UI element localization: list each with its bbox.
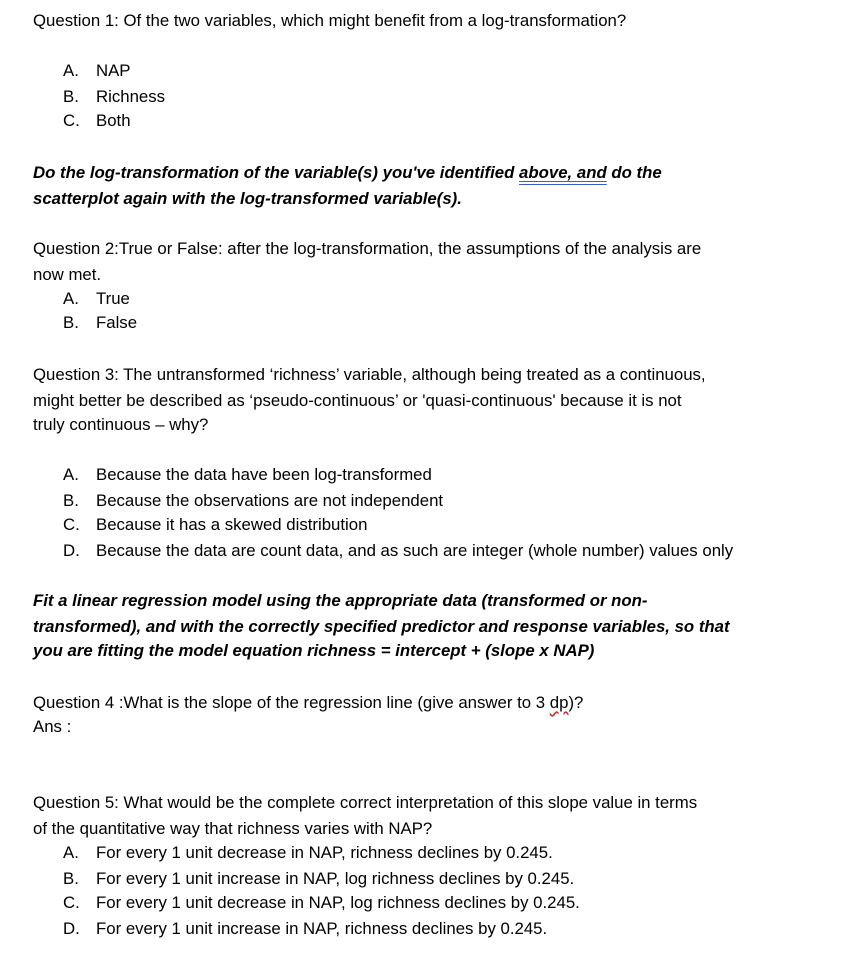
question-2-prompt-line-2: now met. [33,265,102,284]
option-text: For every 1 unit increase in NAP, log richness declines by 0.245. [96,869,575,888]
option-letter: D. [63,919,80,938]
instruction-1-line-2: scatterplot again with the log-transformed variable(s). [33,189,462,208]
option-letter: A. [63,61,79,80]
option-letter: B. [63,87,79,106]
option-letter: B. [63,491,79,510]
option-letter: C. [63,893,80,912]
option-letter: C. [63,515,80,534]
option-text: False [96,313,138,332]
question-4-answer-label: Ans : [33,717,72,736]
option-letter: D. [63,541,80,560]
question-3-prompt-line-2: might better be described as ‘pseudo-continuous’ or 'quasi-continuous' because it is not [33,391,682,410]
option-text: Because it has a skewed distribution [96,515,368,534]
option-text: Because the observations are not independent [96,491,444,510]
instruction-2-line-2: transformed), and with the correctly specified predictor and response variables, so that [33,617,730,636]
question-4-text: Question 4 :What is the slope of the regression line (give answer to 3 [33,693,550,712]
question-3-prompt-line-1: Question 3: The untransformed ‘richness’ variable, although being treated as a continuous, [33,365,706,384]
question-4-prompt [33,692,583,714]
question-3-prompt-line-3: truly continuous – why? [33,415,209,434]
question-1-prompt: Question 1: Of the two variables, which might benefit from a log-transformation? [33,11,627,30]
instruction-2-line-1: Fit a linear regression model using the appropriate data (transformed or non- [33,591,648,610]
option-text: NAP [96,61,131,80]
option-text: Richness [96,87,166,106]
instruction-1-text-end: do the [606,163,662,182]
instruction-1-line-1 [33,162,662,184]
option-text: Because the data are count data, and as such are integer (whole number) values only [96,541,734,560]
option-text: For every 1 unit decrease in NAP, log richness declines by 0.245. [96,893,580,912]
option-letter: B. [63,869,79,888]
spelling-flagged-text[interactable]: dp [549,693,569,712]
instruction-2-line-3: you are fitting the model equation richness = intercept + (slope x NAP) [33,641,595,660]
instruction-1-text: Do the log-transformation of the variable(s) you've identified [33,163,520,182]
grammar-flagged-text[interactable]: above, and [519,163,607,182]
option-letter: C. [63,111,80,130]
option-text: Because the data have been log-transformed [96,465,432,484]
question-5-prompt-line-1: Question 5: What would be the complete correct interpretation of this slope value in terms [33,793,698,812]
question-5-prompt-line-2: of the quantitative way that richness varies with NAP? [33,819,433,838]
option-text: True [96,289,130,308]
option-text: For every 1 unit decrease in NAP, richness declines by 0.245. [96,843,553,862]
option-text: Both [96,111,131,130]
option-letter: A. [63,843,79,862]
question-4-text-end: )? [568,693,584,712]
option-letter: A. [63,289,79,308]
question-2-prompt-line-1: Question 2:True or False: after the log-transformation, the assumptions of the analysis are [33,239,702,258]
option-letter: A. [63,465,79,484]
option-text: For every 1 unit increase in NAP, richness declines by 0.245. [96,919,548,938]
option-letter: B. [63,313,79,332]
